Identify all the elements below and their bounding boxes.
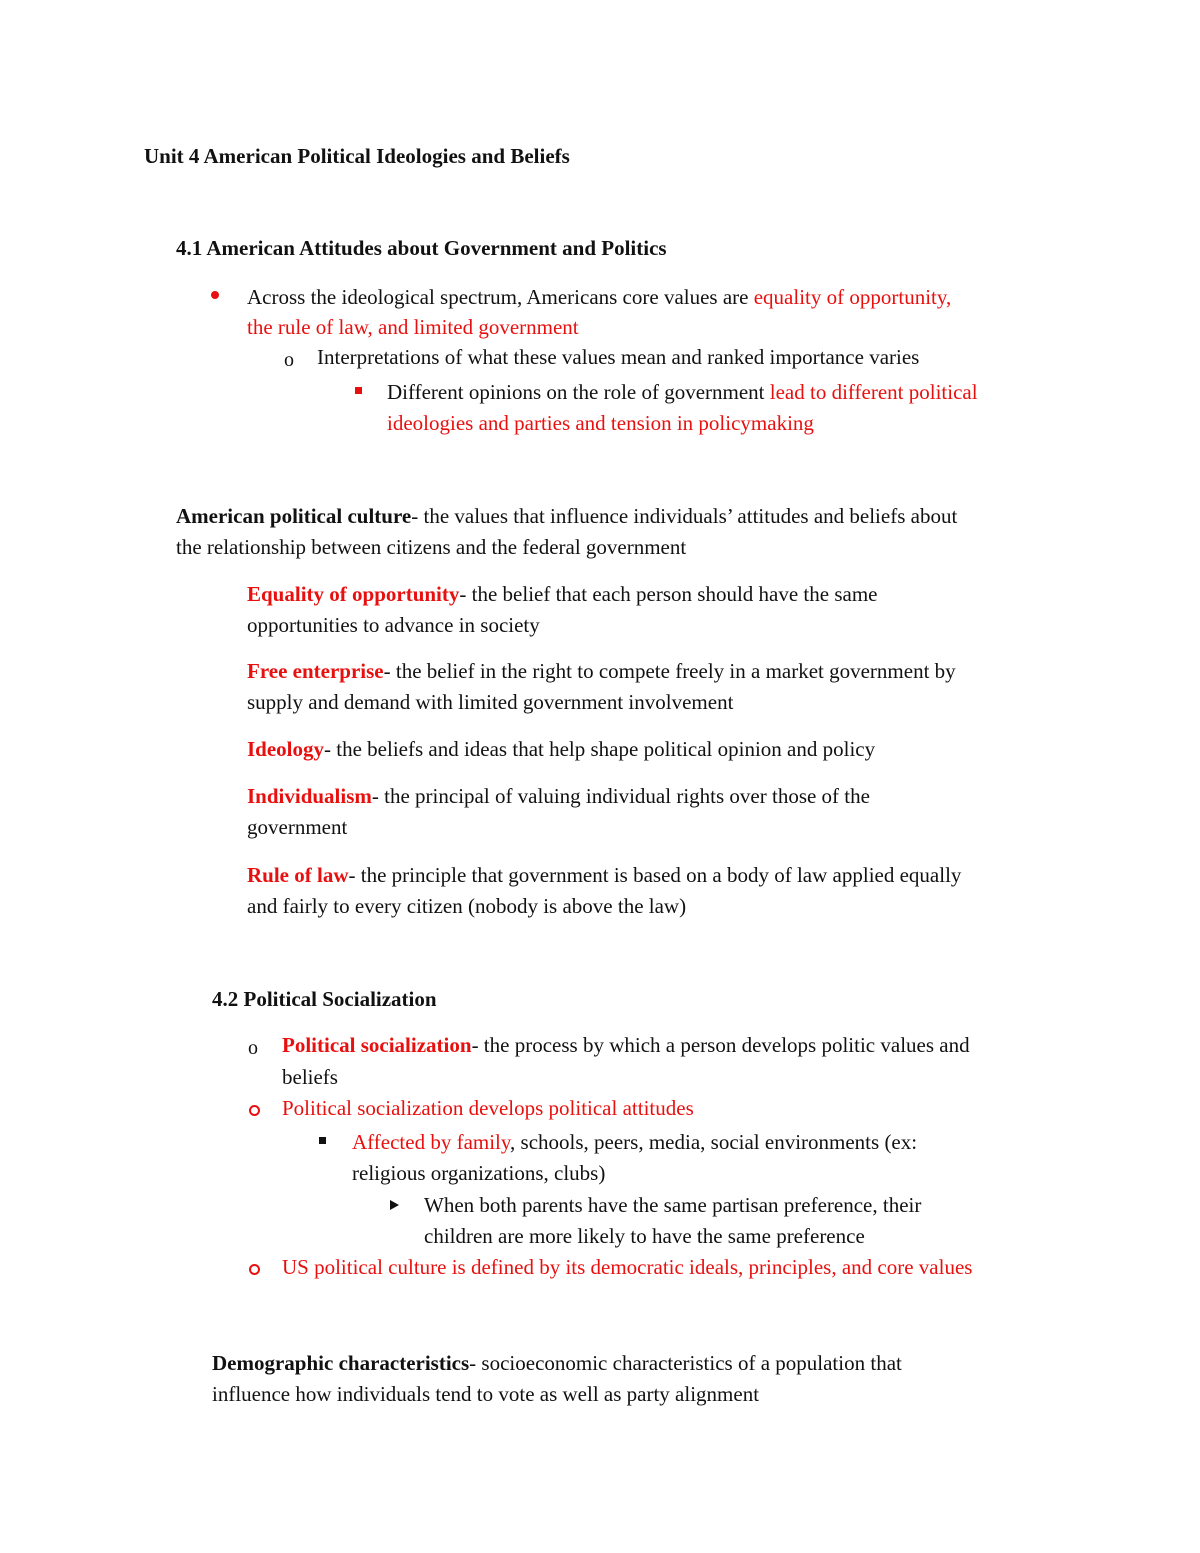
s41-b3-highlight: lead to different political xyxy=(769,380,978,404)
term-enterprise-def: - the belief in the right to compete freely in a market government by xyxy=(383,659,956,683)
s42-bullet-4-line-2: children are more likely to have the same preference xyxy=(424,1224,865,1248)
term-ideology-def: - the beliefs and ideas that help shape political opinion and policy xyxy=(324,737,876,761)
bullet-circle-icon: o xyxy=(284,349,294,371)
s42-term-socialization: Political socialization xyxy=(282,1033,472,1057)
term-enterprise: Free enterprise xyxy=(247,659,384,683)
term-enterprise-line-2: supply and demand with limited government involvement xyxy=(247,690,734,714)
s42-b3-highlight: Affected by family xyxy=(352,1130,511,1154)
term-enterprise-line-1 xyxy=(247,656,956,687)
term-individualism: Individualism xyxy=(247,784,372,808)
term-rule-of-law: Rule of law xyxy=(247,863,349,887)
s42-bullet-4-line-1: When both parents have the same partisan preference, their xyxy=(424,1193,922,1217)
culture-term: American political culture xyxy=(176,504,412,528)
term-rule-of-law-line-2: and fairly to every citizen (nobody is above the law) xyxy=(247,894,687,918)
culture-definition-line-1 xyxy=(176,501,957,532)
s41-bullet-3-line-2: ideologies and parties and tension in policymaking xyxy=(387,411,814,435)
s41-b3-text: Different opinions on the role of government xyxy=(387,380,770,404)
bullet-square-icon xyxy=(319,1137,326,1144)
term-individualism-line-2: government xyxy=(247,815,348,839)
culture-def: - the values that influence individuals’ attitudes and beliefs about xyxy=(411,504,958,528)
term-ideology-line-1 xyxy=(247,734,875,765)
bullet-ring-icon xyxy=(249,1264,260,1275)
s42-bullet-1-line-1 xyxy=(282,1030,970,1061)
term-equality-def: - the belief that each person should have the same xyxy=(459,582,878,606)
section-4-2-heading: 4.2 Political Socialization xyxy=(212,987,437,1011)
term-equality-line-1 xyxy=(247,579,877,610)
demographic-term: Demographic characteristics xyxy=(212,1351,470,1375)
page-title: Unit 4 American Political Ideologies and Beliefs xyxy=(144,144,570,168)
bullet-square-icon xyxy=(355,387,362,394)
term-individualism-def: - the principal of valuing individual rights over those of the xyxy=(371,784,870,808)
term-equality-line-2: opportunities to advance in society xyxy=(247,613,540,637)
bullet-arrow-icon xyxy=(390,1200,399,1210)
s42-bullet-3-line-2: religious organizations, clubs) xyxy=(352,1161,606,1185)
term-individualism-line-1 xyxy=(247,781,870,812)
demographic-definition-line-1 xyxy=(212,1348,902,1379)
s41-b1-text: Across the ideological spectrum, Americans core values are xyxy=(247,285,754,309)
s42-bullet-1-line-2: beliefs xyxy=(282,1065,338,1089)
term-ideology: Ideology xyxy=(247,737,325,761)
bullet-ring-icon xyxy=(249,1105,260,1116)
s41-bullet-1-line-1 xyxy=(247,282,951,313)
s42-b3-text: , schools, peers, media, social environments (ex: xyxy=(510,1130,918,1154)
culture-definition-line-2: the relationship between citizens and the federal government xyxy=(176,535,687,559)
term-rule-of-law-def: - the principle that government is based on a body of law applied equally xyxy=(348,863,962,887)
term-rule-of-law-line-1 xyxy=(247,860,961,891)
s41-bullet-3-line-1 xyxy=(387,377,978,408)
bullet-dot-icon xyxy=(211,291,219,299)
bullet-circle-icon: o xyxy=(248,1037,258,1059)
term-equality: Equality of opportunity xyxy=(247,582,460,606)
s42-bullet-2: Political socialization develops political attitudes xyxy=(282,1096,694,1120)
s42-term-socialization-def: - the process by which a person develops politic values and xyxy=(471,1033,970,1057)
s42-bullet-3-line-1 xyxy=(352,1127,917,1158)
s41-bullet-1-line-2: the rule of law, and limited government xyxy=(247,315,579,339)
section-4-1-heading: 4.1 American Attitudes about Government and Politics xyxy=(176,236,667,260)
s41-bullet-2: Interpretations of what these values mean and ranked importance varies xyxy=(317,345,920,369)
demographic-def: - socioeconomic characteristics of a population that xyxy=(469,1351,902,1375)
s42-bullet-5: US political culture is defined by its democratic ideals, principles, and core values xyxy=(282,1255,973,1279)
s41-b1-highlight: equality of opportunity, xyxy=(753,285,952,309)
demographic-definition-line-2: influence how individuals tend to vote as well as party alignment xyxy=(212,1382,760,1406)
